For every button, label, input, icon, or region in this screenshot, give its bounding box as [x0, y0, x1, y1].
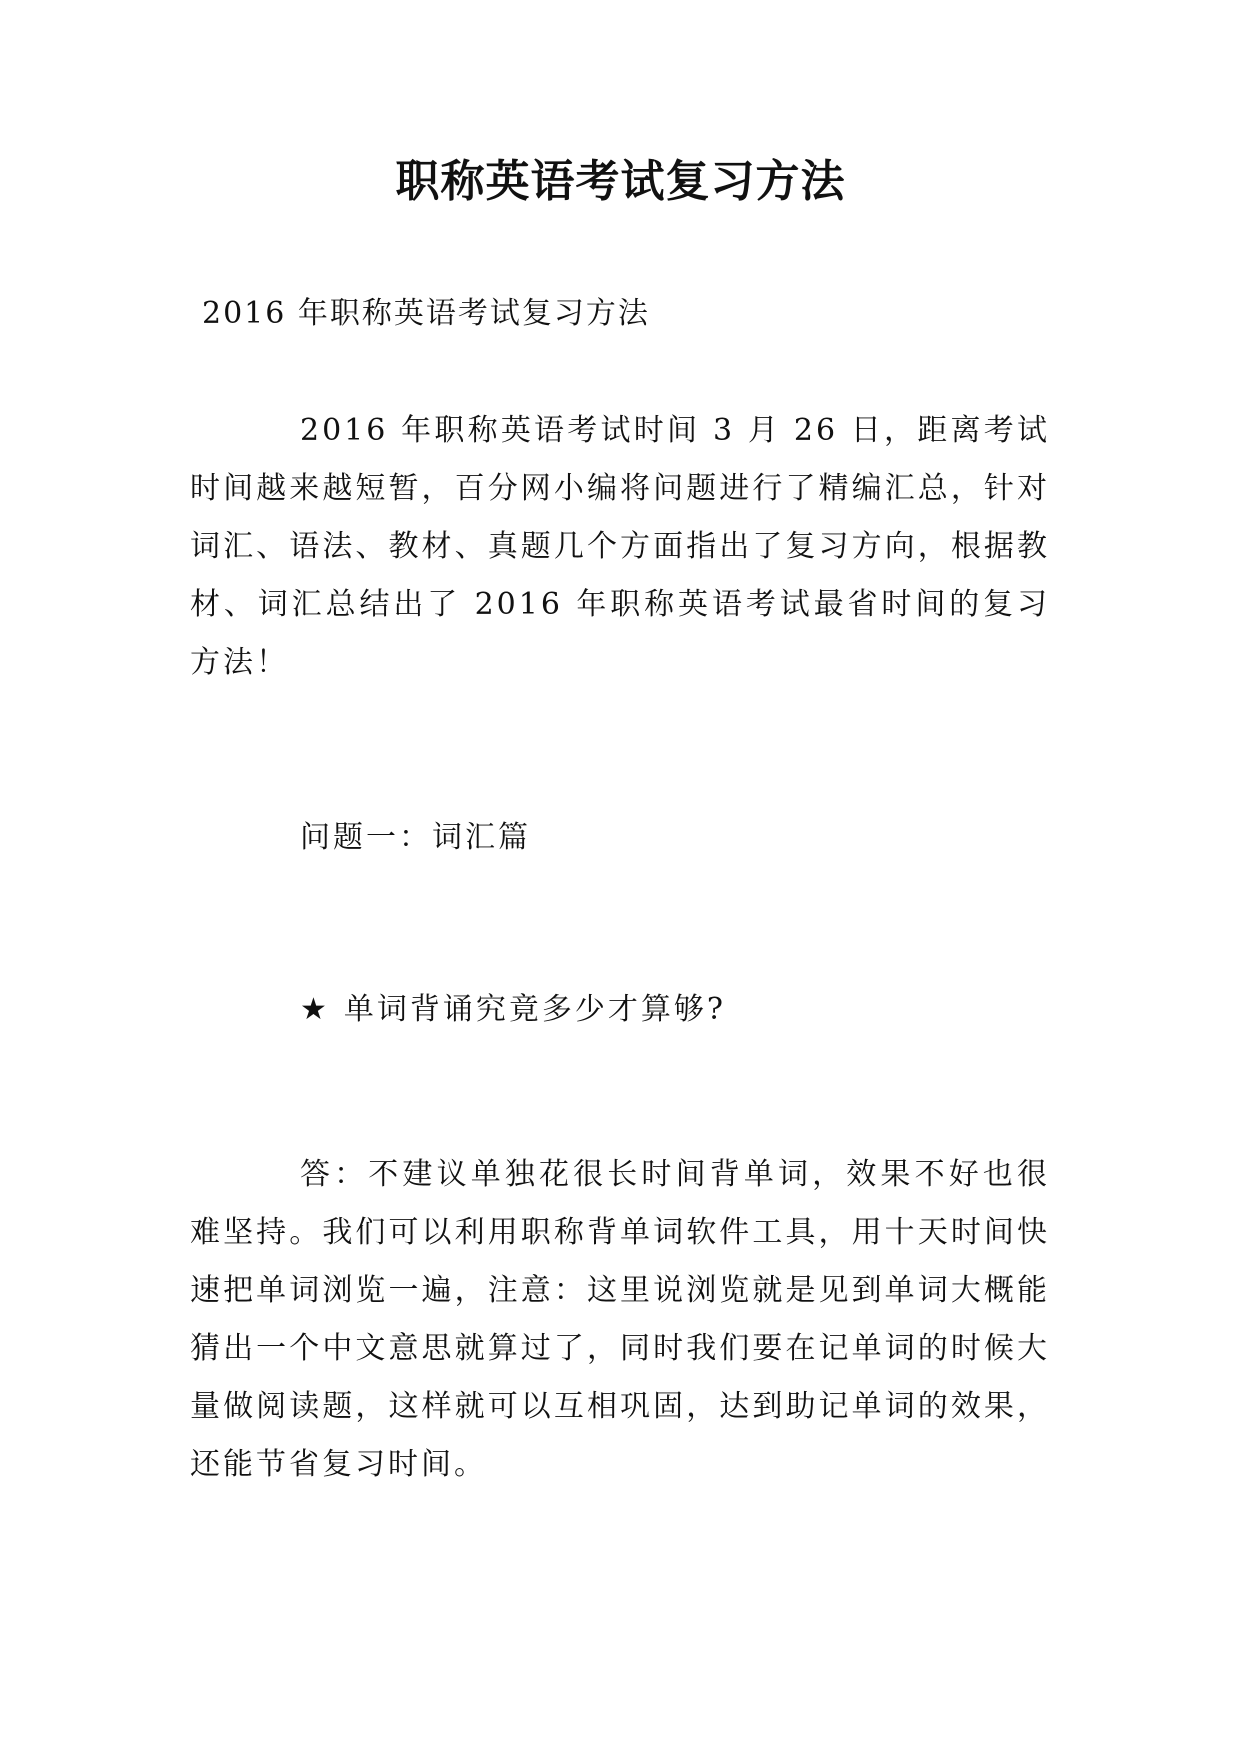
document-title: 职称英语考试复习方法 — [395, 156, 846, 207]
document-subtitle: 2016 年职称英语考试复习方法 — [202, 296, 650, 331]
star-icon: ★ — [300, 992, 330, 1027]
section-heading-vocabulary: 问题一：词汇篇 — [300, 820, 531, 855]
intro-paragraph: 2016 年职称英语考试时间 3 月 26 日，距离考试时间越来越短暂，百分网小编将问题进行了精编汇总，针对词汇、语法、教材、真题几个方面指出了复习方向，根据教材、词汇总结出了 2016 年职称英语考试最省时间的复习方法！ — [190, 413, 1050, 680]
question-line — [300, 986, 726, 1034]
question-text: 单词背诵究竟多少才算够? — [343, 992, 726, 1027]
answer-paragraph: 答：不建议单独花很长时间背单词，效果不好也很难坚持。我们可以利用职称背单词软件工具，用十天时间快速把单词浏览一遍，注意：这里说浏览就是见到单词大概能猜出一个中文意思就算过了，同时我们要在记单词的时候大量做阅读题，这样就可以互相巩固，达到助记单词的效果，还能节省复习时间。 — [190, 1157, 1050, 1482]
